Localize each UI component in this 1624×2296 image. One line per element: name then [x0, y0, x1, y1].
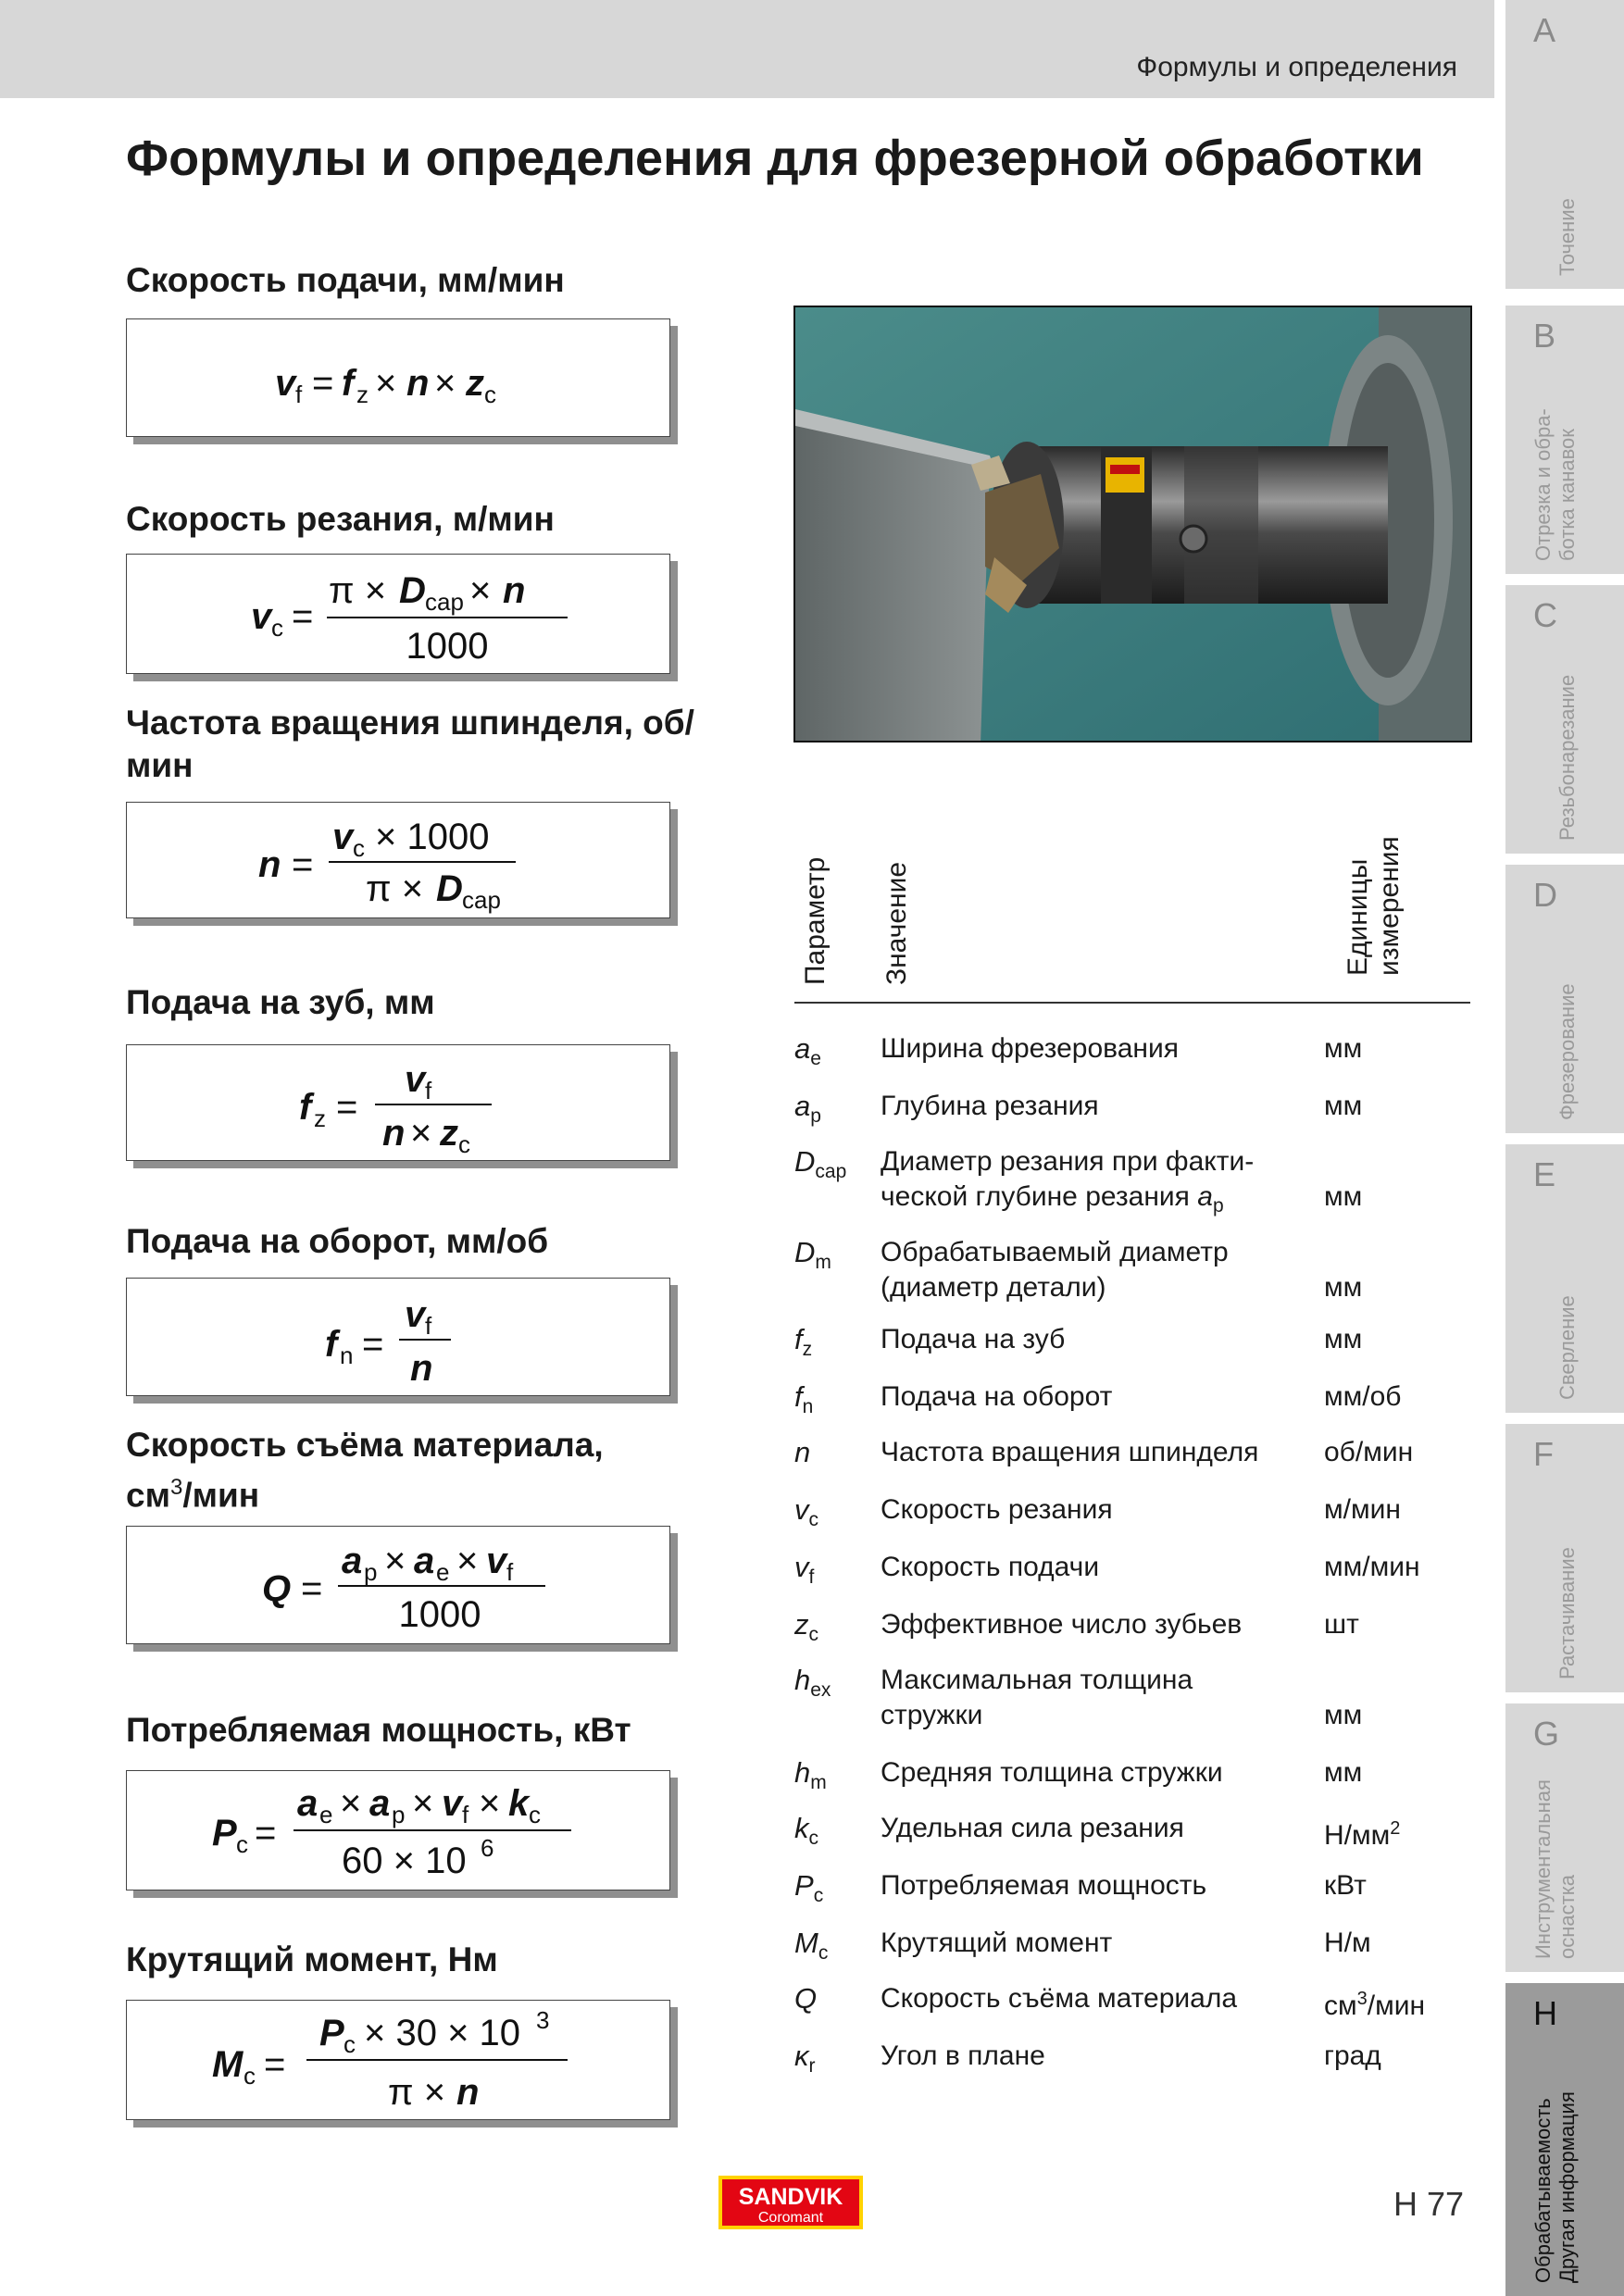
- svg-text:×: ×: [384, 1541, 406, 1581]
- param-description-line1: Диаметр резания при факти-: [881, 1146, 1255, 1177]
- param-description: [881, 1235, 1306, 1305]
- svg-text:f: f: [425, 1312, 432, 1340]
- page-number: H 77: [1393, 2185, 1465, 2223]
- param-unit: мм/об: [1324, 1381, 1402, 1412]
- formula-box-spindle-speed: [126, 802, 670, 918]
- svg-text:e: e: [319, 1801, 333, 1828]
- svg-text:=: =: [264, 2044, 286, 2085]
- svg-text:=: =: [255, 1813, 277, 1853]
- svg-text:=: =: [301, 1568, 323, 1609]
- formula-feed-speed: [127, 319, 669, 436]
- svg-text:p: p: [392, 1801, 406, 1828]
- formula-title-spindle-speed: Частота вращения шпинделя, об/мин: [126, 704, 694, 784]
- formula-box-torque: [126, 2000, 670, 2120]
- table-header-value: Значение: [881, 861, 912, 985]
- param-description: [881, 2039, 1306, 2074]
- param-symbol: [794, 1868, 823, 1914]
- param-symbol-letter: D: [794, 1145, 816, 1178]
- param-symbol: [794, 1031, 821, 1077]
- table-header-rule: [794, 1002, 1470, 1004]
- param-description-line1: Средняя толщина стружки: [881, 1757, 1223, 1788]
- svg-text:e: e: [436, 1558, 450, 1586]
- svg-text:n: n: [503, 570, 526, 611]
- tab-section-a[interactable]: [1505, 0, 1624, 289]
- formula-title-removal-rate-unit-sup: 3: [169, 1475, 183, 1500]
- param-description-line1: Скорость резания: [881, 1494, 1113, 1525]
- param-description: [881, 1031, 1306, 1067]
- param-unit: $см^3$/мин: [1324, 1989, 1426, 2021]
- param-description-line1: Скорость подачи: [881, 1552, 1100, 1582]
- page-title: Формулы и определения для фрезерной обработки: [126, 131, 1424, 186]
- param-description: [881, 1089, 1306, 1124]
- svg-text:=: =: [312, 363, 334, 404]
- svg-text:c: c: [484, 381, 496, 408]
- param-symbol-letter: a: [794, 1090, 811, 1122]
- param-symbol-letter: z: [794, 1608, 809, 1641]
- tab-letter: H: [1533, 1994, 1557, 2032]
- formula-box-feed-per-rev: [126, 1278, 670, 1396]
- param-symbol-subscript: c: [808, 1828, 818, 1850]
- svg-text:v: v: [251, 596, 272, 637]
- svg-text:×: ×: [456, 1541, 479, 1581]
- formula-box-feed-speed: [126, 318, 670, 437]
- svg-text:60 × 10: 60 × 10: [342, 1841, 467, 1881]
- svg-text:× 30 × 10: × 30 × 10: [364, 2013, 521, 2053]
- tab-section-d[interactable]: [1505, 865, 1624, 1133]
- svg-text:π ×: π ×: [329, 570, 387, 611]
- param-symbol-subscript: f: [808, 1566, 815, 1589]
- svg-text:3: 3: [536, 2006, 550, 2034]
- param-symbol-letter: P: [794, 1869, 814, 1902]
- formula-title-removal-rate-unit-post: /мин: [182, 1476, 260, 1515]
- param-description-line2: стружки: [881, 1700, 983, 1730]
- svg-text:v: v: [405, 1059, 426, 1100]
- param-unit: м/мин: [1324, 1494, 1401, 1525]
- param-symbol: [794, 1492, 818, 1538]
- svg-text:n: n: [406, 363, 430, 404]
- svg-text:f: f: [506, 1558, 514, 1586]
- param-description-line1: Удельная сила резания: [881, 1813, 1184, 1843]
- param-unit: об/мин: [1324, 1437, 1414, 1467]
- svg-text:f: f: [425, 1077, 432, 1104]
- param-symbol: [794, 1435, 810, 1480]
- param-symbol-letter: v: [794, 1493, 809, 1526]
- header-band: [0, 0, 1494, 98]
- svg-text:a: a: [297, 1783, 319, 1824]
- svg-text:c: c: [236, 1830, 248, 1858]
- svg-text:f: f: [325, 1324, 338, 1365]
- svg-text:M: M: [212, 2044, 244, 2085]
- formula-box-removal-rate: [126, 1526, 670, 1644]
- param-description: [881, 1550, 1306, 1585]
- milling-photo-image: [795, 307, 1472, 742]
- param-description-line2: ческой глубине резания: [881, 1181, 1190, 1212]
- svg-text:p: p: [364, 1558, 378, 1586]
- param-unit: мм: [1324, 1700, 1363, 1730]
- formula-title-power: Потребляемая мощность, кВт: [126, 1711, 631, 1749]
- param-description: [881, 1379, 1306, 1415]
- formula-removal-rate: [127, 1527, 669, 1643]
- param-unit: Н/м: [1324, 1928, 1371, 1958]
- param-description-line1: Частота вращения шпинделя: [881, 1437, 1259, 1467]
- param-unit: мм/мин: [1324, 1552, 1420, 1582]
- param-symbol: [794, 1550, 814, 1595]
- param-description: [881, 1492, 1306, 1528]
- param-symbol: [794, 1811, 818, 1856]
- formula-power: [127, 1771, 669, 1890]
- svg-text:f: f: [342, 363, 355, 404]
- param-description-line1: Потребляемая мощность: [881, 1870, 1207, 1901]
- svg-text:6: 6: [481, 1834, 494, 1862]
- param-description-line2: (диаметр детали): [881, 1272, 1106, 1303]
- formula-box-power: [126, 1770, 670, 1890]
- svg-text:cap: cap: [425, 588, 464, 616]
- param-description: [881, 1868, 1306, 1903]
- svg-text:n: n: [410, 1348, 433, 1389]
- param-symbol-subscript: c: [808, 1509, 818, 1531]
- param-unit: мм: [1324, 1091, 1363, 1121]
- svg-text:×: ×: [410, 1113, 432, 1154]
- param-symbol: [794, 1322, 812, 1367]
- param-unit: мм: [1324, 1324, 1363, 1354]
- param-unit: мм: [1324, 1181, 1363, 1212]
- param-description: [881, 1322, 1306, 1357]
- param-symbol: [794, 1981, 817, 2027]
- param-unit: мм: [1324, 1757, 1363, 1788]
- svg-text:z: z: [356, 381, 369, 408]
- tab-section-h[interactable]: [1505, 1983, 1624, 2296]
- param-symbol-subscript: n: [802, 1396, 814, 1418]
- param-symbol-subscript: c: [818, 1942, 829, 1965]
- svg-text:=: =: [336, 1087, 358, 1128]
- svg-text:SANDVIK: SANDVIK: [738, 2184, 843, 2210]
- formula-box-cutting-speed: [126, 554, 670, 674]
- param-symbol-subscript: c: [813, 1885, 824, 1907]
- param-symbol-letter: a: [794, 1032, 811, 1065]
- formula-denominator: 1000: [406, 626, 489, 667]
- svg-text:n: n: [340, 1341, 354, 1369]
- tab-label: Растачивание: [1555, 1547, 1579, 1679]
- formula-title-torque: Крутящий момент, Нм: [126, 1940, 498, 1978]
- param-description-line1: Угол в плане: [881, 2040, 1045, 2071]
- formula-spindle-speed: [127, 803, 669, 917]
- svg-text:D: D: [436, 868, 463, 909]
- svg-text:v: v: [442, 1783, 463, 1824]
- param-description: [881, 1811, 1306, 1846]
- formula-title-feed-per-rev: Подача на оборот, мм/об: [126, 1222, 549, 1260]
- tab-section-g[interactable]: [1505, 1703, 1624, 1972]
- tab-label: Обрабатываемость Другая информация: [1531, 2091, 1579, 2283]
- param-description: [881, 1981, 1306, 2016]
- formula-feed-per-tooth: [127, 1045, 669, 1160]
- table-header-units-line1: Единицы: [1343, 858, 1373, 976]
- param-unit: мм: [1324, 1033, 1363, 1064]
- tab-label: Отрезка и обра- ботка канавок: [1531, 408, 1579, 561]
- param-symbol-subscript: e: [810, 1048, 821, 1070]
- tab-letter: G: [1533, 1715, 1560, 1753]
- param-symbol-letter: D: [794, 1236, 816, 1268]
- param-symbol-letter: k: [794, 1812, 809, 1844]
- param-symbol-letter: κ: [794, 2040, 809, 2072]
- param-symbol: [794, 1235, 831, 1280]
- param-description-line1: Подача на зуб: [881, 1324, 1066, 1354]
- tab-letter: C: [1533, 596, 1557, 634]
- svg-text:cap: cap: [462, 886, 501, 914]
- svg-text:f: f: [299, 1087, 312, 1128]
- svg-text:z: z: [440, 1113, 458, 1154]
- param-symbol: [794, 1755, 827, 1801]
- param-description: [881, 1144, 1306, 1224]
- param-unit: $Н/мм^2$: [1324, 1818, 1401, 1851]
- param-symbol-subscript: ex: [810, 1679, 831, 1702]
- param-symbol: [794, 1663, 831, 1708]
- svg-text:n: n: [382, 1113, 406, 1154]
- tab-letter: E: [1533, 1155, 1556, 1193]
- sandvik-coromant-logo: [718, 2176, 863, 2229]
- formula-title-removal-rate-main: Скорость съёма материала,: [126, 1426, 604, 1464]
- param-symbol-letter: v: [794, 1551, 809, 1583]
- svg-text:×: ×: [434, 363, 456, 404]
- param-symbol-letter: h: [794, 1664, 811, 1696]
- param-symbol-subscript: m: [810, 1772, 827, 1794]
- svg-text:×: ×: [375, 363, 397, 404]
- param-symbol: [794, 1607, 818, 1653]
- param-description: [881, 1755, 1306, 1791]
- param-symbol-letter: n: [794, 1436, 811, 1468]
- param-description-line1: Скорость съёма материала: [881, 1983, 1238, 2014]
- svg-text:v: v: [275, 363, 296, 404]
- svg-text:π ×: π ×: [366, 868, 424, 909]
- formula-feed-per-rev: [127, 1279, 669, 1395]
- formula-title-feed-per-tooth: Подача на зуб, мм: [126, 983, 435, 1021]
- param-description: [881, 1607, 1306, 1642]
- param-unit: шт: [1324, 1609, 1359, 1640]
- param-description: [881, 1926, 1306, 1961]
- header-title: Формулы и определения: [1136, 52, 1457, 82]
- tab-section-e[interactable]: [1505, 1144, 1624, 1413]
- svg-text:z: z: [466, 363, 484, 404]
- svg-text:D: D: [399, 570, 426, 611]
- table-header-units-line2: измерения: [1374, 836, 1405, 976]
- tab-section-f[interactable]: [1505, 1424, 1624, 1692]
- tab-label: Резьбонарезание: [1555, 674, 1579, 841]
- tab-label: Фрезерование: [1555, 983, 1579, 1120]
- param-symbol-subscript: c: [808, 1624, 818, 1646]
- param-symbol-subscript: z: [802, 1339, 813, 1361]
- param-symbol-subscript: r: [808, 2055, 816, 2078]
- tab-letter: D: [1533, 876, 1557, 914]
- tab-letter: B: [1533, 317, 1556, 355]
- param-unit: мм: [1324, 1272, 1363, 1303]
- tab-letter: A: [1533, 11, 1556, 49]
- svg-text:=: =: [362, 1324, 384, 1365]
- svg-text:P: P: [319, 2013, 344, 2053]
- formula-cutting-speed: [127, 555, 669, 673]
- svg-text:f: f: [295, 381, 303, 408]
- svg-text:n: n: [456, 2072, 480, 2113]
- param-unit: град: [1324, 2040, 1381, 2071]
- svg-text:c: c: [353, 834, 365, 862]
- param-symbol-subscript: p: [810, 1105, 821, 1128]
- formula-box-feed-per-tooth: [126, 1044, 670, 1161]
- svg-text:×: ×: [479, 1783, 501, 1824]
- table-header-parameter: Параметр: [800, 856, 831, 985]
- svg-text:f: f: [462, 1801, 469, 1828]
- table-header-units: [1343, 836, 1405, 976]
- svg-text:v: v: [332, 817, 354, 857]
- param-description-line1: Максимальная толщина: [881, 1665, 1193, 1695]
- param-description-line1: Эффективное число зубьев: [881, 1609, 1243, 1640]
- param-inline-symbol: $a_p$: [1197, 1181, 1224, 1217]
- svg-text:× 1000: × 1000: [375, 817, 490, 857]
- param-symbol: [794, 1926, 828, 1971]
- param-description-line1: Ширина фрезерования: [881, 1033, 1180, 1064]
- param-description: [881, 1435, 1306, 1470]
- formula-title-cutting-speed: Скорость резания, м/мин: [126, 500, 555, 538]
- tab-section-c[interactable]: [1505, 585, 1624, 854]
- formula-torque: [127, 2001, 669, 2119]
- formula-title-removal-rate-unit: см: [126, 1476, 170, 1515]
- svg-text:c: c: [244, 2062, 256, 2090]
- param-symbol-subscript: cap: [815, 1161, 847, 1183]
- svg-text:c: c: [271, 614, 283, 642]
- param-symbol-letter: h: [794, 1756, 811, 1789]
- svg-text:a: a: [414, 1541, 435, 1581]
- svg-text:×: ×: [340, 1783, 362, 1824]
- param-symbol-letter: f: [794, 1380, 803, 1413]
- svg-text:×: ×: [412, 1783, 434, 1824]
- formula-title-removal-rate: [126, 1424, 700, 1516]
- svg-text:c: c: [344, 2030, 356, 2058]
- svg-text:v: v: [405, 1294, 426, 1335]
- param-symbol-letter: f: [794, 1323, 803, 1355]
- svg-text:Q: Q: [262, 1568, 292, 1609]
- param-symbol-letter: Q: [794, 1982, 818, 2015]
- tab-section-b[interactable]: [1505, 306, 1624, 574]
- formula-denominator: 1000: [398, 1594, 481, 1635]
- param-description-line1: Обрабатываемый диаметр: [881, 1237, 1229, 1267]
- svg-text:Coromant: Coromant: [757, 2210, 824, 2226]
- formula-title-feed-speed: Скорость подачи, мм/мин: [126, 261, 565, 299]
- param-description-line1: Глубина резания: [881, 1091, 1099, 1121]
- svg-text:=: =: [292, 844, 314, 885]
- svg-text:c: c: [529, 1801, 541, 1828]
- svg-text:π ×: π ×: [388, 2072, 446, 2113]
- tab-label: Точение: [1555, 198, 1579, 276]
- svg-text:=: =: [292, 596, 314, 637]
- svg-text:a: a: [342, 1541, 363, 1581]
- tab-letter: F: [1533, 1435, 1554, 1473]
- svg-text:n: n: [258, 844, 281, 885]
- svg-text:k: k: [508, 1783, 530, 1824]
- milling-photo: [793, 306, 1472, 742]
- param-symbol-subscript: m: [815, 1252, 831, 1274]
- param-symbol: [794, 1144, 846, 1190]
- param-symbol: [794, 2039, 816, 2084]
- param-symbol-letter: M: [794, 1927, 818, 1959]
- svg-text:c: c: [458, 1130, 470, 1158]
- param-description-line1: Крутящий момент: [881, 1928, 1113, 1958]
- svg-text:P: P: [212, 1813, 237, 1853]
- param-description-line1: Подача на оборот: [881, 1381, 1113, 1412]
- param-unit: кВт: [1324, 1870, 1367, 1901]
- tab-label: Инструментальная оснастка: [1531, 1779, 1579, 1959]
- param-description: [881, 1663, 1306, 1733]
- svg-text:z: z: [314, 1104, 326, 1132]
- svg-text:×: ×: [469, 570, 492, 611]
- svg-text:v: v: [486, 1541, 507, 1581]
- svg-text:a: a: [369, 1783, 391, 1824]
- param-symbol: [794, 1089, 821, 1134]
- tab-label: Сверление: [1555, 1295, 1579, 1400]
- param-symbol: [794, 1379, 813, 1425]
